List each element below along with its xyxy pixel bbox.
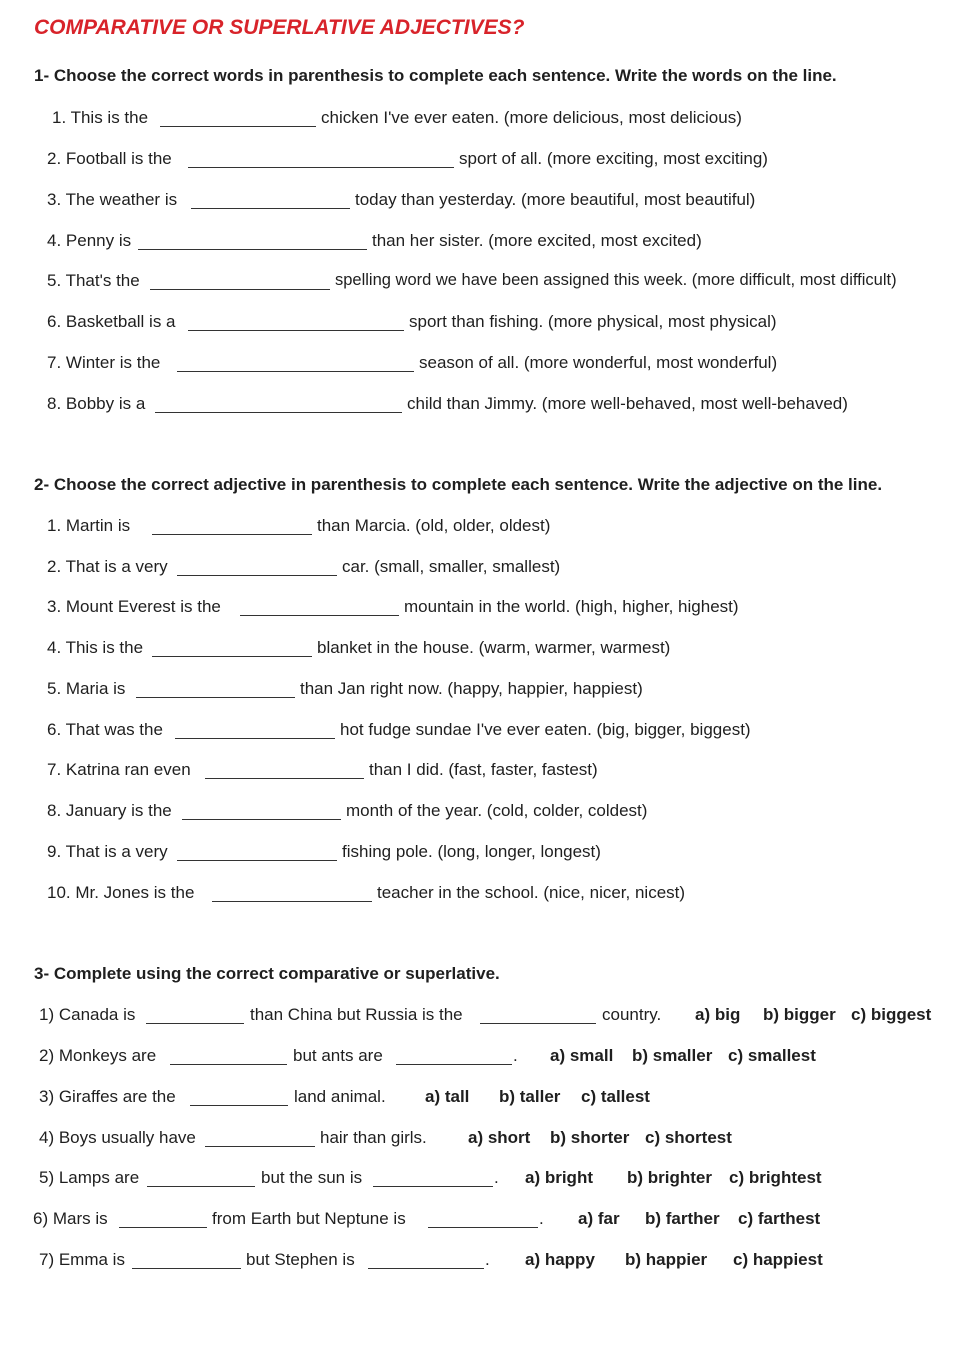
option-c: c) tallest: [581, 1087, 650, 1106]
s3-item-middle: but Stephen is: [246, 1250, 355, 1269]
s3-item-after: .: [539, 1209, 544, 1228]
option-a: a) short: [468, 1128, 531, 1147]
s2-item-before: 7. Katrina ran even: [47, 760, 191, 779]
s3-item-after: country.: [602, 1005, 662, 1024]
answer-blank[interactable]: [155, 412, 402, 413]
s3-item-before: 3) Giraffes are the: [39, 1087, 176, 1106]
answer-blank[interactable]: [177, 860, 337, 861]
s3-item-after: land animal.: [294, 1087, 386, 1106]
answer-blank[interactable]: [152, 656, 312, 657]
s2-item-before: 3. Mount Everest is the: [47, 597, 221, 616]
answer-blank[interactable]: [205, 1146, 315, 1147]
option-a: a) big: [695, 1005, 741, 1024]
s2-item-after: mountain in the world. (high, higher, highest): [404, 597, 739, 616]
s3-item-before: 7) Emma is: [39, 1250, 125, 1269]
s3-item-middle: but the sun is: [261, 1168, 363, 1187]
s1-item-after: sport of all. (more exciting, most exciting): [459, 149, 768, 168]
s3-item-before: 2) Monkeys are: [39, 1046, 157, 1065]
s1-item-after: than her sister. (more excited, most excited): [372, 231, 702, 250]
answer-blank[interactable]: [177, 371, 414, 372]
section1-heading: 1- Choose the correct words in parenthesis to complete each sentence. Write the words on the line.: [34, 66, 837, 85]
option-b: b) bigger: [763, 1005, 836, 1024]
answer-blank[interactable]: [147, 1186, 255, 1187]
s2-item-before: 6. That was the: [47, 720, 163, 739]
option-c: c) farthest: [738, 1209, 821, 1228]
answer-blank[interactable]: [190, 1105, 288, 1106]
s2-item-before: 4. This is the: [47, 638, 144, 657]
section2-heading: 2- Choose the correct adjective in parenthesis to complete each sentence. Write the adjective on the line.: [34, 475, 883, 494]
answer-blank[interactable]: [177, 575, 337, 576]
s2-item-after: than Marcia. (old, older, oldest): [317, 516, 551, 535]
answer-blank[interactable]: [191, 208, 350, 209]
s2-item-before: 10. Mr. Jones is the: [47, 883, 195, 902]
s2-item-after: than Jan right now. (happy, happier, happiest): [300, 679, 643, 698]
answer-blank[interactable]: [240, 615, 399, 616]
option-a: a) bright: [525, 1168, 593, 1187]
answer-blank[interactable]: [373, 1186, 493, 1187]
answer-blank[interactable]: [146, 1023, 244, 1024]
answer-blank[interactable]: [428, 1227, 538, 1228]
s2-item-after: than I did. (fast, faster, fastest): [369, 760, 598, 779]
option-a: a) small: [550, 1046, 614, 1065]
answer-blank[interactable]: [212, 901, 372, 902]
s1-item-after: child than Jimmy. (more well-behaved, most well-behaved): [407, 394, 848, 413]
s2-item-after: blanket in the house. (warm, warmer, warmest): [317, 638, 671, 657]
s2-item-after: fishing pole. (long, longer, longest): [342, 842, 601, 861]
answer-blank[interactable]: [205, 778, 364, 779]
s2-item-after: teacher in the school. (nice, nicer, nicest): [377, 883, 686, 902]
answer-blank[interactable]: [182, 819, 341, 820]
s1-item-before: 5. That's the: [47, 271, 140, 290]
option-c: c) biggest: [851, 1005, 932, 1024]
option-b: b) farther: [645, 1209, 720, 1228]
answer-blank[interactable]: [119, 1227, 207, 1228]
s2-item-after: car. (small, smaller, smallest): [342, 557, 561, 576]
s3-item-before: 1) Canada is: [39, 1005, 136, 1024]
s3-item-before: 4) Boys usually have: [39, 1128, 196, 1147]
s1-item-before: 7. Winter is the: [47, 353, 161, 372]
s3-item-after: .: [485, 1250, 490, 1269]
answer-blank[interactable]: [188, 330, 404, 331]
option-b: b) happier: [625, 1250, 708, 1269]
s1-item-before: 1. This is the: [52, 108, 149, 127]
s3-item-middle: than China but Russia is the: [250, 1005, 463, 1024]
section3-heading: 3- Complete using the correct comparative or superlative.: [34, 964, 500, 983]
s2-item-before: 5. Maria is: [47, 679, 126, 698]
option-c: c) happiest: [733, 1250, 823, 1269]
s1-item-after: today than yesterday. (more beautiful, most beautiful): [355, 190, 756, 209]
option-b: b) shorter: [550, 1128, 630, 1147]
s3-item-after: .: [513, 1046, 518, 1065]
answer-blank[interactable]: [160, 126, 316, 127]
option-c: c) shortest: [645, 1128, 732, 1147]
answer-blank[interactable]: [152, 534, 312, 535]
s2-item-after: month of the year. (cold, colder, coldest): [346, 801, 648, 820]
s1-item-after: spelling word we have been assigned this week. (more difficult, most difficult): [335, 271, 897, 289]
option-a: a) tall: [425, 1087, 470, 1106]
answer-blank[interactable]: [396, 1064, 512, 1065]
answer-blank[interactable]: [175, 738, 335, 739]
s1-item-after: chicken I've ever eaten. (more delicious, most delicious): [321, 108, 742, 127]
s3-item-after: hair than girls.: [320, 1128, 427, 1147]
answer-blank[interactable]: [138, 249, 367, 250]
option-b: b) brighter: [627, 1168, 712, 1187]
s3-item-middle: from Earth but Neptune is: [212, 1209, 406, 1228]
s3-item-middle: but ants are: [293, 1046, 383, 1065]
s1-item-before: 3. The weather is: [47, 190, 178, 209]
option-a: a) far: [578, 1209, 620, 1228]
option-b: b) smaller: [632, 1046, 713, 1065]
s1-item-after: sport than fishing. (more physical, most physical): [409, 312, 777, 331]
answer-blank[interactable]: [480, 1023, 596, 1024]
s3-item-before: 6) Mars is: [33, 1209, 108, 1228]
answer-blank[interactable]: [136, 697, 295, 698]
s2-item-before: 8. January is the: [47, 801, 172, 820]
s1-item-before: 2. Football is the: [47, 149, 172, 168]
answer-blank[interactable]: [368, 1268, 484, 1269]
answer-blank[interactable]: [188, 167, 454, 168]
s2-item-after: hot fudge sundae I've ever eaten. (big, bigger, biggest): [340, 720, 751, 739]
answer-blank[interactable]: [132, 1268, 241, 1269]
answer-blank[interactable]: [150, 289, 330, 290]
option-a: a) happy: [525, 1250, 595, 1269]
s2-item-before: 9. That is a very: [47, 842, 168, 861]
s1-item-before: 6. Basketball is a: [47, 312, 176, 331]
answer-blank[interactable]: [170, 1064, 287, 1065]
option-b: b) taller: [499, 1087, 561, 1106]
s3-item-after: .: [494, 1168, 499, 1187]
worksheet-title: COMPARATIVE OR SUPERLATIVE ADJECTIVES?: [34, 16, 525, 39]
s1-item-before: 8. Bobby is a: [47, 394, 146, 413]
s2-item-before: 1. Martin is: [47, 516, 131, 535]
s3-item-before: 5) Lamps are: [39, 1168, 140, 1187]
option-c: c) smallest: [728, 1046, 816, 1065]
s1-item-after: season of all. (more wonderful, most wonderful): [419, 353, 778, 372]
option-c: c) brightest: [729, 1168, 822, 1187]
s2-item-before: 2. That is a very: [47, 557, 168, 576]
s1-item-before: 4. Penny is: [47, 231, 132, 250]
